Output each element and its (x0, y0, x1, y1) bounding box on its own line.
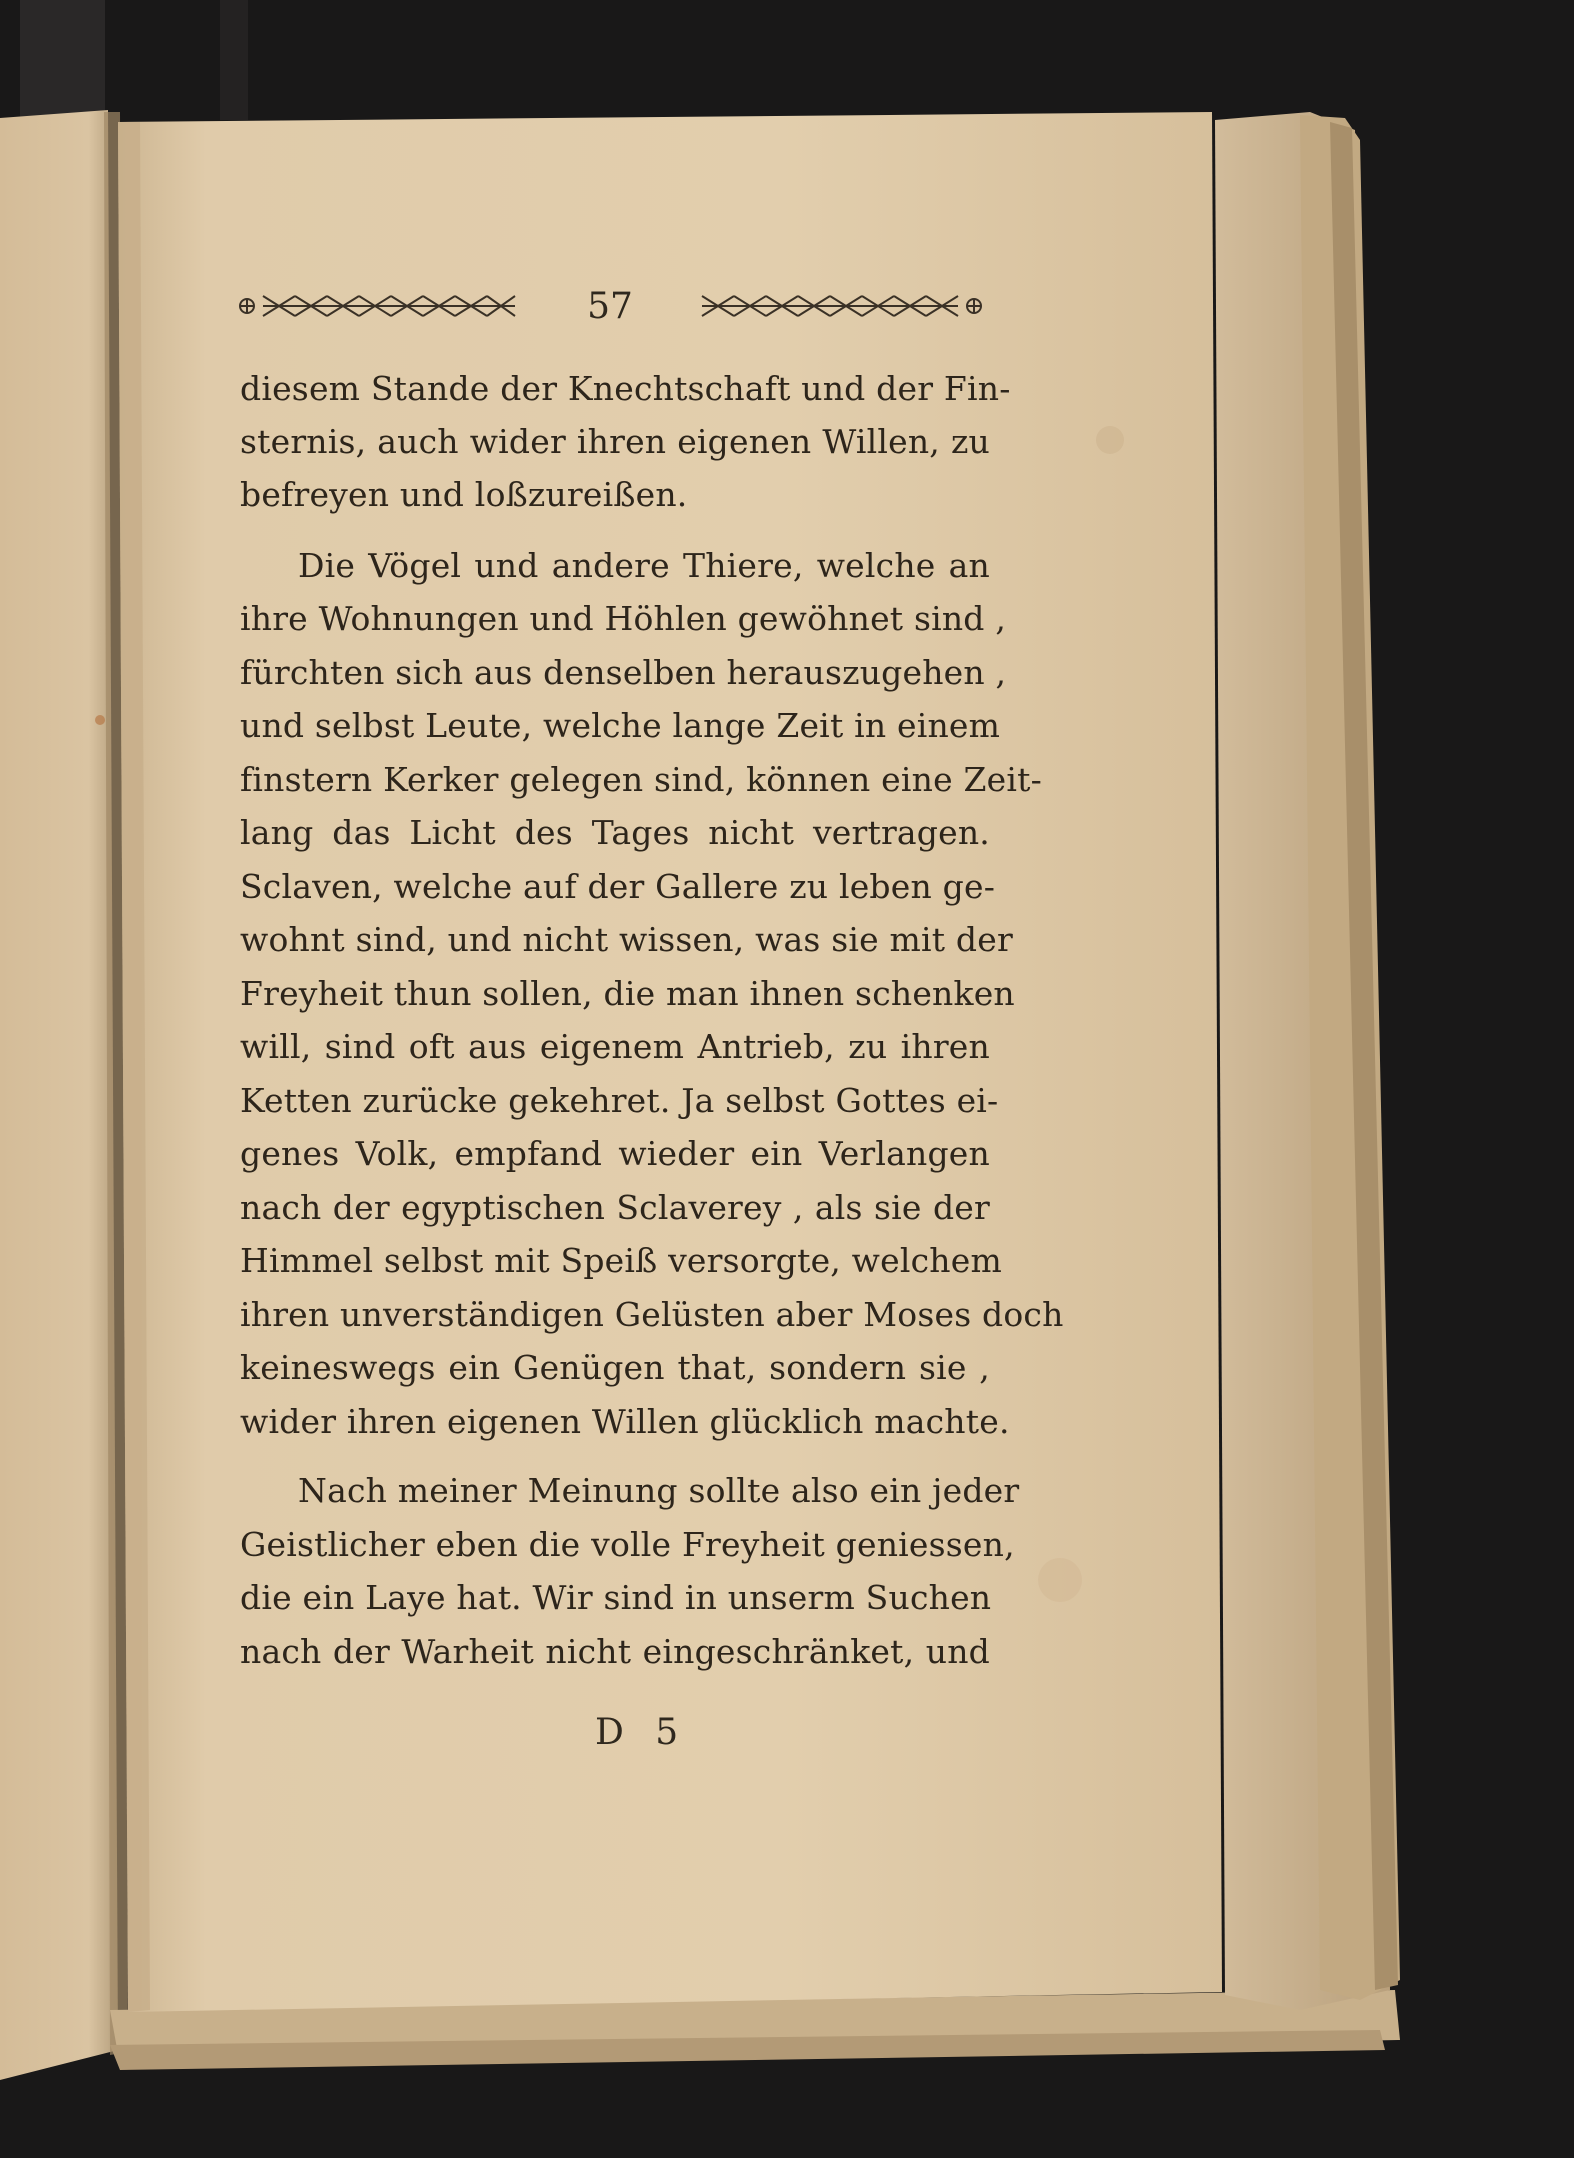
book-spine-strip (20, 0, 105, 125)
text-line: Sclaven, welche auf der Gallere zu leben ge- (240, 867, 996, 906)
text-line: und selbst Leute, welche lange Zeit in einem (240, 706, 1001, 745)
text-line: diesem Stande der Knechtschaft und der Fin- (240, 369, 1011, 408)
stain-mark (1096, 426, 1124, 454)
text-line: nach der Warheit nicht eingeschränket, und (240, 1632, 990, 1671)
text-line: Himmel selbst mit Speiß versorgte, welchem (240, 1241, 1002, 1280)
text-line: wohnt sind, und nicht wissen, was sie mit der (240, 920, 1013, 959)
text-line: Nach meiner Meinung sollte also ein jeder (298, 1471, 1020, 1510)
text-line: keineswegs ein Genügen that, sondern sie , (240, 1348, 990, 1387)
text-line: lang das Licht des Tages nicht vertragen. (240, 813, 990, 852)
text-line: Die Vögel und andere Thiere, welche an (298, 546, 990, 585)
text-line: fürchten sich aus denselben herauszugehen , (240, 653, 1007, 692)
text-line: genes Volk, empfand wieder ein Verlangen (240, 1134, 990, 1173)
text-line: ihre Wohnungen und Höhlen gewöhnet sind , (240, 599, 1007, 638)
text-line: Freyheit thun sollen, die man ihnen schenken (240, 974, 1015, 1013)
stain-mark (1038, 1558, 1082, 1602)
text-line: finstern Kerker gelegen sind, können eine Zeit- (240, 760, 1042, 799)
text-line: sternis, auch wider ihren eigenen Willen, zu (240, 422, 990, 461)
header-ornament-left (235, 288, 520, 324)
signature-mark: D 5 (595, 1712, 689, 1753)
text-line: die ein Laye hat. Wir sind in unserm Suchen (240, 1578, 992, 1617)
header-ornament-right (698, 288, 988, 324)
text-line: befreyen und loßzureißen. (240, 475, 688, 514)
left-page (0, 110, 118, 2080)
cover-edge (220, 0, 248, 120)
page-number: 57 (587, 286, 633, 327)
text-line: will, sind oft aus eigenem Antrieb, zu ihren (240, 1027, 990, 1066)
text-line: nach der egyptischen Sclaverey , als sie der (240, 1188, 990, 1227)
stain-mark (95, 715, 105, 725)
text-line: wider ihren eigenen Willen glücklich machte. (240, 1402, 1010, 1441)
text-line: ihren unverständigen Gelüsten aber Moses doch (240, 1295, 1064, 1334)
text-line: Geistlicher eben die volle Freyheit geniessen, (240, 1525, 1015, 1564)
text-line: Ketten zurücke gekehret. Ja selbst Gottes ei- (240, 1081, 999, 1120)
